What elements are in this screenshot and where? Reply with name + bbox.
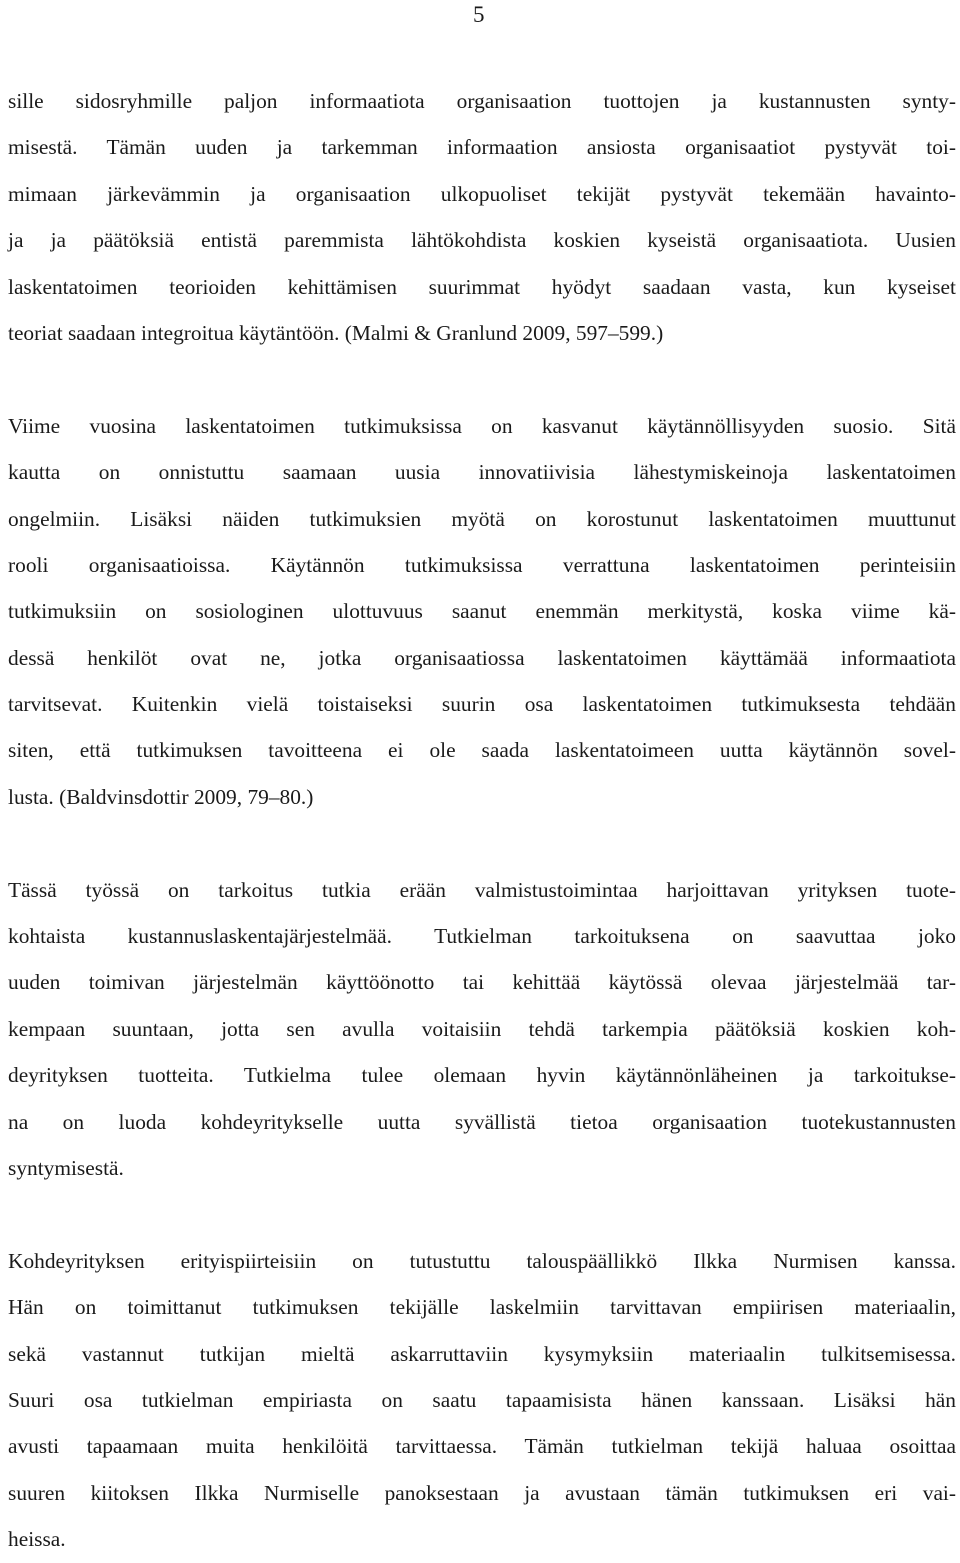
text-line: kautta on onnistuttu saamaan uusia innovatiivisia lähestymiskeinoja laskentatoimen <box>8 460 956 485</box>
page-number: 5 <box>473 2 485 27</box>
paragraph-gap <box>8 356 956 402</box>
text-line: avusti tapaamaan muita henkilöitä tarvittaessa. Tämän tutkielman tekijä haluaa osoittaa <box>8 1434 956 1459</box>
text-line: Tässä työssä on tarkoitus tutkia erään valmistustoimintaa harjoittavan yrityksen tuote- <box>8 877 956 902</box>
text-line: rooli organisaatioissa. Käytännön tutkimuksissa verrattuna laskentatoimen perinteisiin <box>8 552 956 577</box>
text-line: sille sidosryhmille paljon informaatiota organisaation tuottojen ja kustannusten synty- <box>8 89 956 113</box>
paragraph-gap <box>8 820 956 866</box>
document-body <box>8 78 956 1563</box>
text-line: ja ja päätöksiä entistä paremmista lähtökohdista koskien kyseistä organisaatiota. Uusien <box>8 228 956 253</box>
text-line: deyrityksen tuotteita. Tutkielma tulee olemaan hyvin käytännönläheinen ja tarkoitukse- <box>8 1063 956 1088</box>
text-line: syntymisestä. <box>8 1155 124 1180</box>
text-line: Suuri osa tutkielman empiriasta on saatu tapaamisista hänen kanssaan. Lisäksi hän <box>8 1387 956 1412</box>
paragraph-gap <box>8 1191 956 1237</box>
text-line: kempaan suuntaan, jotta sen avulla voitaisiin tehdä tarkempia päätöksiä koskien koh- <box>8 1016 956 1041</box>
text-line: tarvitsevat. Kuitenkin vielä toistaiseksi suurin osa laskentatoimen tutkimuksesta tehdään <box>8 692 956 717</box>
text-line: siten, että tutkimuksen tavoitteena ei ole saada laskentatoimeen uutta käytännön sovel- <box>8 738 956 763</box>
text-line: uuden toimivan järjestelmän käyttöönotto tai kehittää käytössä olevaa järjestelmää tar- <box>8 970 956 995</box>
text-line: suuren kiitoksen Ilkka Nurmiselle panoksestaan ja avustaan tämän tutkimuksen eri vai- <box>8 1480 956 1505</box>
text-line: laskentatoimen teorioiden kehittämisen suurimmat hyödyt saadaan vasta, kun kyseiset <box>8 274 956 299</box>
text-line: lusta. (Baldvinsdottir 2009, 79–80.) <box>8 784 314 809</box>
text-line: heissa. <box>8 1527 66 1552</box>
text-line: mimaan järkevämmin ja organisaation ulkopuoliset tekijät pystyvät tekemään havainto- <box>8 181 956 206</box>
text-line: sekä vastannut tutkijan mieltä askarruttaviin kysymyksiin materiaalin tulkitsemisessa. <box>8 1341 956 1366</box>
text-line: misestä. Tämän uuden ja tarkemman informaation ansiosta organisaatiot pystyvät toi- <box>8 135 956 160</box>
text-line: ongelmiin. Lisäksi näiden tutkimuksien myötä on korostunut laskentatoimen muuttunut <box>8 506 956 531</box>
text-line: dessä henkilöt ovat ne, jotka organisaatiossa laskentatoimen käyttämää informaatiota <box>8 645 956 670</box>
paragraph-1 <box>8 78 956 356</box>
paragraph-3 <box>8 867 956 1192</box>
text-line: tutkimuksiin on sosiologinen ulottuvuus saanut enemmän merkitystä, koska viime kä- <box>8 599 956 624</box>
paragraph-4 <box>8 1238 956 1563</box>
text-line: na on luoda kohdeyritykselle uutta syvällistä tietoa organisaation tuotekustannusten <box>8 1109 956 1134</box>
text-line: Kohdeyrityksen erityispiirteisiin on tutustuttu talouspäällikkö Ilkka Nurmisen kanssa. <box>8 1248 956 1273</box>
text-line: kohtaista kustannuslaskentajärjestelmää. Tutkielman tarkoituksena on saavuttaa joko <box>8 924 956 949</box>
text-line: Hän on toimittanut tutkimuksen tekijälle laskelmiin tarvittavan empiirisen materiaalin, <box>8 1295 956 1320</box>
text-line: Viime vuosina laskentatoimen tutkimuksissa on kasvanut käytännöllisyyden suosio. Sitä <box>8 413 956 438</box>
paragraph-2 <box>8 403 956 821</box>
text-line: teoriat saadaan integroitua käytäntöön. (Malmi & Granlund 2009, 597–599.) <box>8 320 664 345</box>
